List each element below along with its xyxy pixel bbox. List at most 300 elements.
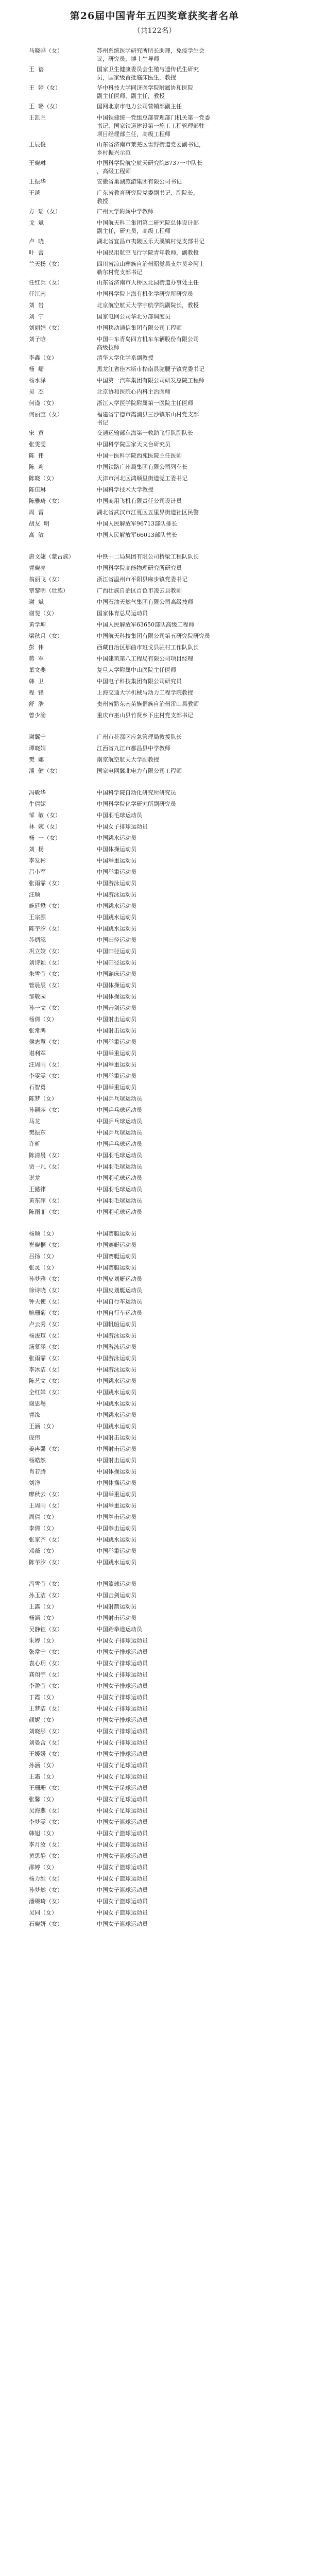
awardee-name: 宋 黄 xyxy=(29,430,44,436)
awardee-name: 樊振东 xyxy=(29,1129,46,1136)
awardee-row xyxy=(0,335,309,352)
awardee-row xyxy=(0,1230,309,1239)
awardee-description: 中国铁建统一党组总部管理部门机关第一党委 书记、国家铁道建设第一施工工程管理部驻 项目经理部主任，高级工程师 xyxy=(97,114,210,138)
awardee-name: 戈 斌 xyxy=(29,219,44,226)
awardee-name: 杨力维（女） xyxy=(29,1875,63,1882)
awardee-row xyxy=(0,313,309,322)
awardee-name: 管晨辰（女） xyxy=(29,982,63,989)
awardee-row xyxy=(0,1727,309,1737)
awardee-description: 中国跳水运动员 xyxy=(97,903,136,909)
awardee-name: 刘 宁 xyxy=(29,313,44,320)
awardee-row xyxy=(0,1434,309,1443)
awardee-description: 中国举重运动员 xyxy=(97,1061,136,1068)
awardee-name: 周倩（女） xyxy=(29,1514,57,1520)
awardee-description: 中国科学院自动化研究所研究员 xyxy=(97,789,176,796)
awardee-row xyxy=(0,1411,309,1420)
awardee-name: 杨水泽 xyxy=(29,377,46,384)
awardee-description: 中国科学院国家天文台研究员 xyxy=(97,441,170,448)
awardee-description: 中国射箭运动员 xyxy=(97,1603,136,1610)
awardee-name: 杨 一（女） xyxy=(29,835,61,841)
awardee-name: 黄思静（女） xyxy=(29,1853,63,1859)
awardee-name: 王晓琳 xyxy=(29,160,46,166)
awardee-description: 中国女子篮球运动员 xyxy=(97,1841,148,1848)
awardee-row xyxy=(0,1863,309,1873)
awardee-row xyxy=(0,1151,309,1161)
awardee-row xyxy=(0,1298,309,1307)
awardee-row xyxy=(0,598,309,607)
awardee-row xyxy=(0,178,309,187)
awardee-name: 李鑫（女） xyxy=(29,354,57,361)
awardee-row xyxy=(0,1400,309,1409)
awardee-name: 张雨霏（女） xyxy=(29,1355,63,1362)
awardee-name: 冯雪莹（女） xyxy=(29,1581,63,1587)
awardee-name: 陈晓（女） xyxy=(29,475,57,482)
awardee-name: 孙颖莎（女） xyxy=(29,1107,63,1113)
awardee-description: 中国科学院高能物理研究所研究员 xyxy=(97,565,182,571)
awardee-row xyxy=(0,1547,309,1556)
awardee-description: 中国人民解放军96713部队排长 xyxy=(97,520,177,527)
awardee-description: 中国游泳运动员 xyxy=(97,1355,136,1362)
awardee-row xyxy=(0,1309,309,1318)
awardee-name: 孙涵（女） xyxy=(29,1762,57,1769)
awardee-name: 邓薇（女） xyxy=(29,1548,57,1554)
awardee-description: 中国赛艇运动员 xyxy=(97,1264,136,1271)
awardee-name: 曹缘 xyxy=(29,1412,40,1418)
awardee-name: 朱婷（女） xyxy=(29,1637,57,1644)
awardee-name: 谌利军 xyxy=(29,1050,46,1057)
awardee-row xyxy=(0,1637,309,1646)
awardee-row xyxy=(0,1909,309,1918)
awardee-name: 王宗源 xyxy=(29,914,46,921)
awardee-name: 马龙 xyxy=(29,1118,40,1125)
awardee-row xyxy=(0,1366,309,1375)
awardee-row xyxy=(0,1445,309,1454)
awardee-description: 中国女子篮球运动员 xyxy=(97,1921,148,1927)
awardee-name: 唐文婕（蒙古族） xyxy=(29,553,74,560)
awardee-name: 孙一文（女） xyxy=(29,1005,63,1011)
awardee-row xyxy=(0,834,309,843)
awardee-row xyxy=(0,208,309,217)
awardee-description: 南京航空航天大学副教授 xyxy=(97,756,159,763)
awardee-row xyxy=(0,103,309,112)
awardee-description: 中国建筑第八工程局有限公司项目经理 xyxy=(97,655,193,662)
awardee-row xyxy=(0,1536,309,1545)
awardee-description: 中国人民解放军63650部队高级工程师 xyxy=(97,621,194,628)
awardee-name: 王懿律 xyxy=(29,1186,46,1193)
awardee-description: 中国皮划艇运动员 xyxy=(97,1276,142,1282)
awardee-row xyxy=(0,1479,309,1488)
awardee-description: 国家电网公司华北分部调度员 xyxy=(97,313,170,320)
awardee-description: 中国女子足球运动员 xyxy=(97,1807,148,1814)
awardee-name: 冯敏华 xyxy=(29,789,46,796)
awardee-name: 吴海燕（女） xyxy=(29,1807,63,1814)
section-gap xyxy=(0,543,309,553)
awardee-name: 王 璐（女） xyxy=(29,103,61,110)
awardee-row xyxy=(0,767,309,776)
awardee-name: 董文斐 xyxy=(29,667,46,673)
awardee-name: 谢翼宁 xyxy=(29,734,46,740)
awardee-row xyxy=(0,1558,309,1568)
awardee-description: 中铁十二局集团有限公司桥梁工程队队长 xyxy=(97,553,199,560)
awardee-name: 吴 杰 xyxy=(29,388,44,395)
awardee-description: 中国羽毛球运动员 xyxy=(97,1175,142,1181)
section-gap xyxy=(0,1219,309,1230)
awardee-name: 梁秋月（女） xyxy=(29,633,63,639)
awardee-name: 龚翔宇（女） xyxy=(29,1671,63,1678)
awardee-name: 张常鸿 xyxy=(29,1027,46,1034)
awardee-name: 侯志慧（女） xyxy=(29,1039,63,1045)
awardee-description: 中国女子排球运动员 xyxy=(97,1671,148,1678)
awardee-name: 吕小军 xyxy=(29,869,46,875)
awardee-description: 中国赛艇运动员 xyxy=(97,1242,136,1248)
awardee-description: 中国女子排球运动员 xyxy=(97,1739,148,1746)
awardee-name: 何谨（女） xyxy=(29,400,57,406)
awardee-description: 中国游泳运动员 xyxy=(97,880,136,887)
awardee-name: 汤慕涵（女） xyxy=(29,1344,63,1350)
awardee-row xyxy=(0,1897,309,1907)
awardee-description: 中国女子篮球运动员 xyxy=(97,1909,148,1916)
awardee-name: 谌龙 xyxy=(29,1175,40,1181)
awardee-name: 陈雨菲（女） xyxy=(29,1209,63,1215)
awardee-description: 中国女子篮球运动员 xyxy=(97,1853,148,1859)
awardee-row xyxy=(0,1332,309,1341)
awardee-row xyxy=(0,1208,309,1217)
awardee-description: 中国拳击运动员 xyxy=(97,1514,136,1520)
awardee-description: 中国蹦床运动员 xyxy=(97,971,136,977)
awardee-name: 牛倩妮 xyxy=(29,801,46,807)
awardee-name: 杨倩（女） xyxy=(29,1016,57,1023)
awardee-description: 中国田径运动员 xyxy=(97,959,136,966)
awardee-name: 全红婵（女） xyxy=(29,1389,63,1396)
awardee-row xyxy=(0,354,309,363)
awardee-description: 中国跳水运动员 xyxy=(97,1423,136,1430)
awardee-row xyxy=(0,1761,309,1771)
awardee-description: 中国自行车运动员 xyxy=(97,1298,142,1305)
awardee-description: 广东省教育研究院党委副书记、副院长， 教授 xyxy=(97,190,199,205)
awardee-name: 谢斐（女） xyxy=(29,610,57,617)
awardee-row xyxy=(0,260,309,277)
awardee-row xyxy=(0,1682,309,1691)
awardee-row xyxy=(0,800,309,809)
awardee-name: 黄学坤 xyxy=(29,621,46,628)
awardee-description: 交通运输部东海第一救助飞行队副队长 xyxy=(97,430,193,436)
awardee-description: 中国举重运动员 xyxy=(97,1548,136,1554)
awardee-name: 高 敏 xyxy=(29,532,44,538)
awardee-name: 刘晏含（女） xyxy=(29,1739,63,1746)
awardee-description: 中国中医科学院西苑医院主任医师 xyxy=(97,452,182,459)
awardee-description: 中国田径运动员 xyxy=(97,948,136,955)
awardee-row xyxy=(0,1841,309,1850)
awardee-name: 张家齐（女） xyxy=(29,1536,63,1543)
awardee-name: 潘臻琦（女） xyxy=(29,1898,63,1905)
awardee-description: 重庆市巫山县竹贤乡下庄村党支部书记 xyxy=(97,712,193,719)
awardee-row xyxy=(0,324,309,333)
awardee-description: 中国羽毛球运动员 xyxy=(97,1163,142,1170)
awardee-description: 中国射击运动员 xyxy=(97,1027,136,1034)
awardee-name: 谢 斌 xyxy=(29,599,44,605)
awardee-description: 中国跳水运动员 xyxy=(97,1412,136,1418)
awardee-description: 中国女子排球运动员 xyxy=(97,1728,148,1735)
awardee-row xyxy=(0,868,309,877)
awardee-row xyxy=(0,452,309,461)
awardee-description: 中国羽毛球运动员 xyxy=(97,1186,142,1193)
awardee-name: 刘 杨 xyxy=(29,846,44,853)
awardee-description: 中国举重运动员 xyxy=(97,1502,136,1509)
awardee-name: 王 婷（女） xyxy=(29,84,61,91)
awardee-section xyxy=(0,553,309,721)
awardee-description: 中国击剑运动员 xyxy=(97,1592,136,1599)
awardee-description: 中国女子排球运动员 xyxy=(97,1705,148,1712)
awardee-description: 西藏自治区那曲市班戈县驻村工作队队长 xyxy=(97,644,199,651)
awardee-name: 李发彬 xyxy=(29,857,46,864)
section-gap xyxy=(0,1570,309,1580)
awardee-row xyxy=(0,1829,309,1839)
awardee-description: 中国女子排球运动员 xyxy=(97,823,148,830)
awardee-row xyxy=(0,857,309,866)
awardee-row xyxy=(0,643,309,653)
awardee-name: 陈梦（女） xyxy=(29,1095,57,1102)
awardee-description: 广州大学附属中学教师 xyxy=(97,208,153,215)
awardee-name: 王周雨（女） xyxy=(29,1502,63,1509)
awardee-description: 中国体操运动员 xyxy=(97,1468,136,1475)
awardee-name: 刘洋 xyxy=(29,1480,40,1486)
awardee-description: 中国女子篮球运动员 xyxy=(97,1819,148,1825)
awardee-description: 中国女子篮球运动员 xyxy=(97,1830,148,1837)
awardee-row xyxy=(0,1174,309,1183)
awardee-name: 杨涵（女） xyxy=(29,1615,57,1621)
awardee-row xyxy=(0,632,309,641)
document-title: 第26届中国青年五四奖章获奖者名单 xyxy=(70,10,239,22)
awardee-row xyxy=(0,1388,309,1398)
awardee-description: 中国航天科工集团第二研究院总体设计部 副主任，研究员，高级工程师 xyxy=(97,219,199,234)
awardee-description: 中国射击运动员 xyxy=(97,1016,136,1023)
awardee-description: 中国女子排球运动员 xyxy=(97,1660,148,1667)
awardee-name: 邹 敏（女） xyxy=(29,812,61,819)
awardee-name: 李冰洁（女） xyxy=(29,1366,63,1373)
awardee-row xyxy=(0,1286,309,1296)
awardee-name: 石智勇 xyxy=(29,1084,46,1091)
awardee-row xyxy=(0,913,309,923)
awardee-description: 天津市河北区鸿顺里街道党工委书记 xyxy=(97,475,187,482)
awardee-name: 陈 莉 xyxy=(29,464,44,470)
awardee-row xyxy=(0,621,309,630)
awardee-row xyxy=(0,279,309,288)
awardee-name: 庞伟 xyxy=(29,1434,40,1441)
awardee-row xyxy=(0,575,309,585)
awardee-description: 中国商用飞机有限责任公司设计员 xyxy=(97,498,182,504)
document-subtitle: （共122名） xyxy=(133,27,176,35)
awardee-description: 复旦大学附属中山医院主任医师 xyxy=(97,667,176,673)
awardee-row xyxy=(0,1061,309,1070)
awardee-name: 刘子晗 xyxy=(29,336,46,343)
awardee-description: 广西壮族自治区百色市凌云县教师 xyxy=(97,587,182,594)
awardee-name: 王振华 xyxy=(29,178,46,185)
awardee-description: 中国举重运动员 xyxy=(97,1050,136,1057)
awardee-name: 徐诗晓（女） xyxy=(29,1287,63,1294)
awardee-description: 中国田径运动员 xyxy=(97,937,136,943)
awardee-row xyxy=(0,789,309,798)
awardee-name: 覃黎明（壮族） xyxy=(29,587,68,594)
awardee-description: 中国射击运动员 xyxy=(97,1446,136,1452)
awardee-row xyxy=(0,1354,309,1364)
awardee-name: 邹敬园 xyxy=(29,993,46,1000)
awardee-row xyxy=(0,666,309,675)
awardee-row xyxy=(0,1818,309,1827)
awardee-description: 中国游泳运动员 xyxy=(97,891,136,898)
awardee-name: 许昕 xyxy=(29,1141,40,1147)
awardee-row xyxy=(0,290,309,299)
awardee-row xyxy=(0,429,309,438)
awardee-description: 山东省济南市天桥区北园街道办事处主任 xyxy=(97,279,199,286)
awardee-row xyxy=(0,1716,309,1725)
awardee-name: 李雯雯（女） xyxy=(29,1073,63,1079)
awardee-description: 中国女子排球运动员 xyxy=(97,1751,148,1757)
awardee-description: 中国射击运动员 xyxy=(97,1615,136,1621)
awardee-description: 中国跳水运动员 xyxy=(97,1389,136,1396)
awardee-description: 广州市花都区应急管理局救援队长 xyxy=(97,734,182,740)
awardee-row xyxy=(0,1524,309,1534)
awardee-row xyxy=(0,925,309,934)
awardee-section xyxy=(0,733,309,776)
awardee-row xyxy=(0,677,309,687)
awardee-name: 王霜（女） xyxy=(29,1773,57,1780)
awardee-description: 中国自行车运动员 xyxy=(97,1310,142,1316)
awardee-name: 韩旭（女） xyxy=(29,1830,57,1837)
awardee-name: 杨 嵋 xyxy=(29,366,44,372)
awardee-description: 中国女子排球运动员 xyxy=(97,1683,148,1689)
awardee-row xyxy=(0,1603,309,1612)
awardee-name: 杨皓然 xyxy=(29,1457,46,1464)
awardee-row xyxy=(0,1886,309,1895)
awardee-description: 中国女子排球运动员 xyxy=(97,1649,148,1655)
awardee-description: 湖北省武汉市江夏区五里界街道社区民警 xyxy=(97,509,199,516)
awardee-row xyxy=(0,1591,309,1601)
awardee-row xyxy=(0,486,309,495)
awardee-description: 中国举重运动员 xyxy=(97,1491,136,1498)
awardee-row xyxy=(0,1490,309,1500)
awardee-row xyxy=(0,981,309,991)
awardee-description: 中国体操运动员 xyxy=(97,1480,136,1486)
awardee-description: 中国女子排球运动员 xyxy=(97,1717,148,1723)
awardee-row xyxy=(0,301,309,311)
awardee-name: 翁丽飞（女） xyxy=(29,576,63,583)
awardee-name: 兰天扬（女） xyxy=(29,261,63,267)
awardee-description: 中国科学院化学研究所副研究员 xyxy=(97,801,176,807)
awardee-description: 中国射击运动员 xyxy=(97,1434,136,1441)
awardee-row xyxy=(0,1106,309,1115)
awardee-row xyxy=(0,564,309,573)
awardee-name: 李倩（女） xyxy=(29,1525,57,1532)
awardee-description: 中国跆拳道运动员 xyxy=(97,1626,142,1633)
awardee-row xyxy=(0,1038,309,1047)
awardee-name: 韩 卫 xyxy=(29,678,44,685)
awardee-description: 中国电子科技集团有限公司研究员 xyxy=(97,678,182,685)
awardee-row xyxy=(0,744,309,754)
awardee-row xyxy=(0,1241,309,1250)
awardee-name: 任江南 xyxy=(29,291,46,297)
awardee-description: 贵州省黔东南苗族侗族自治州雷山县教师 xyxy=(97,701,199,707)
awardee-row xyxy=(0,1580,309,1589)
awardee-description: 中国女子足球运动员 xyxy=(97,1773,148,1780)
section-gap xyxy=(0,723,309,733)
awardee-description: 中国羽毛球运动员 xyxy=(97,812,142,819)
awardee-name: 潘 健（女） xyxy=(29,768,61,774)
awardee-description: 中国乒乓球运动员 xyxy=(97,1107,142,1113)
awardee-row xyxy=(0,1920,309,1929)
awardee-description: 中国羽毛球运动员 xyxy=(97,1197,142,1204)
awardee-name: 叶 蕾 xyxy=(29,249,44,256)
awardee-description: 中国女子排球运动员 xyxy=(97,1694,148,1701)
awardee-description: 中国航天科技集团有限公司第五研究院研究员 xyxy=(97,633,210,639)
awardee-description: 中国女子篮球运动员 xyxy=(97,1887,148,1893)
awardee-row xyxy=(0,65,309,82)
awardee-name: 张雨霏（女） xyxy=(29,880,63,887)
awardee-name: 王梦洁（女） xyxy=(29,1705,63,1712)
awardee-name: 孙梦然（女） xyxy=(29,1887,63,1893)
awardee-description: 中国科学院上海有机化学研究所研究员 xyxy=(97,291,193,297)
awardee-row xyxy=(0,1625,309,1635)
awardee-name: 陈芋汐（女） xyxy=(29,925,63,932)
awardee-row xyxy=(0,553,309,562)
awardee-description: 国家电网冀北电力有限公司工程师 xyxy=(97,768,182,774)
awardee-description: 中国举重运动员 xyxy=(97,1084,136,1091)
awardee-row xyxy=(0,1117,309,1127)
awardee-row xyxy=(0,1320,309,1330)
awardee-row xyxy=(0,189,309,206)
awardee-description: 中国乒乓球运动员 xyxy=(97,1129,142,1136)
awardee-description: 中国跳水运动员 xyxy=(97,1378,136,1384)
awardee-description: 中国乒乓球运动员 xyxy=(97,1118,142,1125)
awardee-row xyxy=(0,811,309,821)
awardee-name: 吕扬（女） xyxy=(29,1253,57,1260)
awardee-row xyxy=(0,823,309,832)
awardee-name: 张雯雯 xyxy=(29,441,46,448)
awardee-description: 中国跳水运动员 xyxy=(97,1559,136,1566)
awardee-row xyxy=(0,238,309,247)
awardee-description: 中国石油天然气集团有限公司高级技师 xyxy=(97,599,193,605)
awardee-description: 中国篮球运动员 xyxy=(97,1581,136,1587)
awardee-description: 中国赛艇运动员 xyxy=(97,1253,136,1260)
awardee-description: 中国跳水运动员 xyxy=(97,835,136,841)
awardee-row xyxy=(0,531,309,540)
awardee-name: 刘诗颖（女） xyxy=(29,959,63,966)
awardee-name: 施廷懋（女） xyxy=(29,903,63,909)
awardee-description: 湖北省宜昌市夷陵区乐天溪镇村党支部书记 xyxy=(97,238,204,245)
section-gap xyxy=(0,778,309,789)
awardee-row xyxy=(0,159,309,176)
awardee-name: 王凯兰 xyxy=(29,114,46,121)
awardee-row xyxy=(0,1502,309,1511)
awardee-description: 福建省宁德市霞浦县三沙镇东山村党支部 书记 xyxy=(97,411,199,426)
awardee-description: 中国女子足球运动员 xyxy=(97,1785,148,1791)
awardee-description: 中国女子篮球运动员 xyxy=(97,1864,148,1871)
awardee-description: 上海交通大学机械与动力工程学院教授 xyxy=(97,689,193,696)
awardee-name: 林 婉（女） xyxy=(29,823,61,830)
awardee-description: 中国体操运动员 xyxy=(97,846,136,853)
awardee-row xyxy=(0,993,309,1002)
awardee-row xyxy=(0,1852,309,1861)
awardee-name: 肖若腾 xyxy=(29,1468,46,1475)
awardee-row xyxy=(0,219,309,235)
awardee-name: 孙梦雅（女） xyxy=(29,1276,63,1282)
awardee-description: 中国跳水运动员 xyxy=(97,925,136,932)
awardee-description: 中国体操运动员 xyxy=(97,993,136,1000)
awardee-row xyxy=(0,365,309,375)
awardee-name: 王涵（女） xyxy=(29,1423,57,1430)
awardee-description: 中国跳水运动员 xyxy=(97,1400,136,1407)
awardee-row xyxy=(0,399,309,409)
awardee-row xyxy=(0,1027,309,1036)
